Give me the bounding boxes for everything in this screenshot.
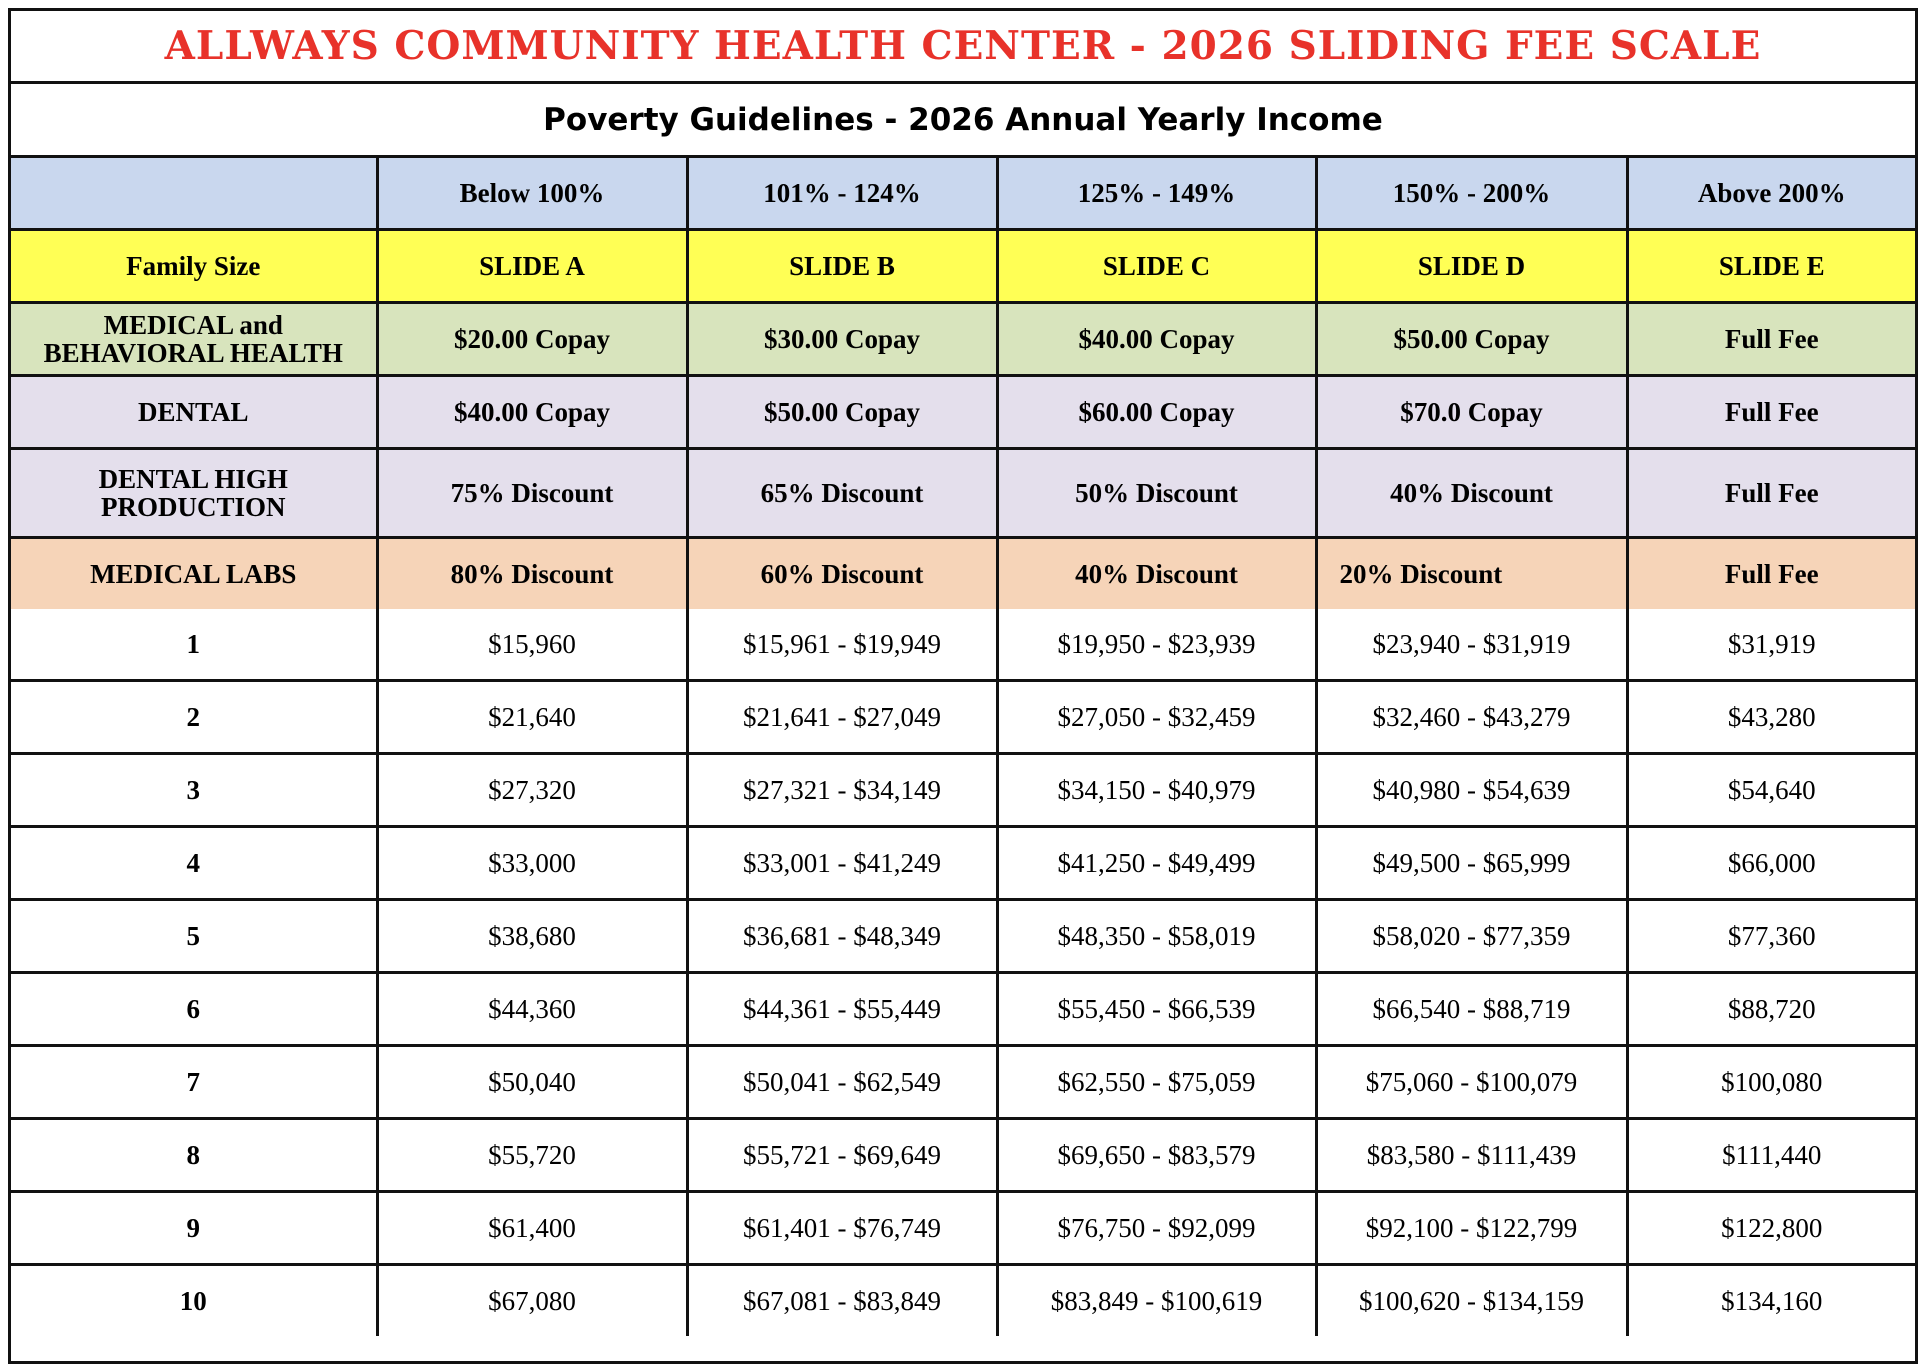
income-cell: $66,540 - $88,719 (1316, 973, 1627, 1046)
income-cell: $36,681 - $48,349 (687, 900, 997, 973)
page-subtitle: Poverty Guidelines - 2026 Annual Yearly Income (11, 84, 1915, 158)
service-cell: 40% Discount (1316, 449, 1627, 538)
range-header-d: 150% - 200% (1316, 158, 1627, 230)
income-cell: $122,800 (1627, 1192, 1915, 1265)
income-cell: $67,080 (377, 1265, 687, 1337)
income-cell: $38,680 (377, 900, 687, 973)
income-cell: $66,000 (1627, 827, 1915, 900)
corner-cell (11, 158, 377, 230)
service-cell: $40.00 Copay (997, 303, 1316, 376)
income-cell: $55,721 - $69,649 (687, 1119, 997, 1192)
income-cell: $48,350 - $58,019 (997, 900, 1316, 973)
income-cell: $33,001 - $41,249 (687, 827, 997, 900)
income-cell: $19,950 - $23,939 (997, 609, 1316, 681)
service-label (11, 449, 377, 538)
family-size-header: Family Size (11, 230, 377, 303)
income-cell: $41,250 - $49,499 (997, 827, 1316, 900)
income-cell: $111,440 (1627, 1119, 1915, 1192)
income-row (11, 1192, 1915, 1265)
service-cell: 40% Discount (997, 538, 1316, 610)
service-label-line: PRODUCTION (100, 492, 286, 522)
service-cell: $60.00 Copay (997, 376, 1316, 449)
family-size-cell: 5 (11, 900, 377, 973)
service-row-medical-labs (11, 538, 1915, 610)
service-cell: 80% Discount (377, 538, 687, 610)
income-cell: $15,960 (377, 609, 687, 681)
service-label-line: MEDICAL and (103, 309, 283, 340)
income-row (11, 681, 1915, 754)
service-cell: $50.00 Copay (687, 376, 997, 449)
income-cell: $83,849 - $100,619 (997, 1265, 1316, 1337)
family-size-cell: 7 (11, 1046, 377, 1119)
income-cell: $49,500 - $65,999 (1316, 827, 1627, 900)
range-header-a: Below 100% (377, 158, 687, 230)
family-size-cell: 10 (11, 1265, 377, 1337)
income-cell: $83,580 - $111,439 (1316, 1119, 1627, 1192)
range-header-c: 125% - 149% (997, 158, 1316, 230)
service-cell: $20.00 Copay (377, 303, 687, 376)
income-cell: $23,940 - $31,919 (1316, 609, 1627, 681)
family-size-cell: 8 (11, 1119, 377, 1192)
income-cell: $55,450 - $66,539 (997, 973, 1316, 1046)
income-cell: $54,640 (1627, 754, 1915, 827)
range-header-b: 101% - 124% (687, 158, 997, 230)
service-row-dental (11, 376, 1915, 449)
income-cell: $62,550 - $75,059 (997, 1046, 1316, 1119)
service-label-line: BEHAVIORAL HEALTH (43, 338, 343, 368)
income-cell: $55,720 (377, 1119, 687, 1192)
income-row (11, 609, 1915, 681)
income-cell: $76,750 - $92,099 (997, 1192, 1316, 1265)
income-cell: $43,280 (1627, 681, 1915, 754)
service-cell: Full Fee (1627, 449, 1915, 538)
income-cell: $67,081 - $83,849 (687, 1265, 997, 1337)
service-row-medical (11, 303, 1915, 376)
income-cell: $100,080 (1627, 1046, 1915, 1119)
income-rows (11, 609, 1915, 1336)
income-row (11, 754, 1915, 827)
service-cell: 20% Discount (1316, 538, 1627, 610)
slide-header-d: SLIDE D (1316, 230, 1627, 303)
income-cell: $134,160 (1627, 1265, 1915, 1337)
service-cell: 65% Discount (687, 449, 997, 538)
fee-scale-table (11, 158, 1915, 1336)
service-label (11, 303, 377, 376)
page-title: ALLWAYS COMMUNITY HEALTH CENTER - 2026 SLIDING FEE SCALE (11, 11, 1915, 84)
income-row (11, 1046, 1915, 1119)
income-cell: $58,020 - $77,359 (1316, 900, 1627, 973)
income-cell: $33,000 (377, 827, 687, 900)
income-cell: $21,641 - $27,049 (687, 681, 997, 754)
range-header-e: Above 200% (1627, 158, 1915, 230)
service-label: DENTAL (11, 376, 377, 449)
income-row (11, 900, 1915, 973)
service-cell: 75% Discount (377, 449, 687, 538)
income-row (11, 827, 1915, 900)
slide-header-a: SLIDE A (377, 230, 687, 303)
slide-header-b: SLIDE B (687, 230, 997, 303)
income-cell: $61,400 (377, 1192, 687, 1265)
service-label: MEDICAL LABS (11, 538, 377, 610)
slide-header-e: SLIDE E (1627, 230, 1915, 303)
service-cell: Full Fee (1627, 303, 1915, 376)
slide-header-c: SLIDE C (997, 230, 1316, 303)
service-cell: $50.00 Copay (1316, 303, 1627, 376)
income-cell: $27,320 (377, 754, 687, 827)
income-cell: $77,360 (1627, 900, 1915, 973)
income-cell: $88,720 (1627, 973, 1915, 1046)
income-cell: $61,401 - $76,749 (687, 1192, 997, 1265)
income-cell: $21,640 (377, 681, 687, 754)
service-cell: Full Fee (1627, 376, 1915, 449)
income-row (11, 1119, 1915, 1192)
income-cell: $92,100 - $122,799 (1316, 1192, 1627, 1265)
income-cell: $34,150 - $40,979 (997, 754, 1316, 827)
family-size-cell: 2 (11, 681, 377, 754)
income-cell: $44,361 - $55,449 (687, 973, 997, 1046)
slide-row (11, 230, 1915, 303)
income-row (11, 973, 1915, 1046)
service-cell: Full Fee (1627, 538, 1915, 610)
family-size-cell: 4 (11, 827, 377, 900)
income-cell: $75,060 - $100,079 (1316, 1046, 1627, 1119)
family-size-cell: 3 (11, 754, 377, 827)
service-cell: $30.00 Copay (687, 303, 997, 376)
income-cell: $27,321 - $34,149 (687, 754, 997, 827)
income-row (11, 1265, 1915, 1337)
service-cell: $70.0 Copay (1316, 376, 1627, 449)
fee-scale-sheet (8, 8, 1918, 1364)
income-cell: $32,460 - $43,279 (1316, 681, 1627, 754)
income-cell: $100,620 - $134,159 (1316, 1265, 1627, 1337)
service-label-line: DENTAL HIGH (98, 463, 288, 494)
income-cell: $40,980 - $54,639 (1316, 754, 1627, 827)
service-cell: 50% Discount (997, 449, 1316, 538)
income-cell: $50,041 - $62,549 (687, 1046, 997, 1119)
income-cell: $69,650 - $83,579 (997, 1119, 1316, 1192)
family-size-cell: 6 (11, 973, 377, 1046)
service-cell: 60% Discount (687, 538, 997, 610)
income-cell: $15,961 - $19,949 (687, 609, 997, 681)
income-cell: $44,360 (377, 973, 687, 1046)
income-cell: $50,040 (377, 1046, 687, 1119)
income-cell: $31,919 (1627, 609, 1915, 681)
poverty-range-row (11, 158, 1915, 230)
service-cell: $40.00 Copay (377, 376, 687, 449)
service-row-dental-high-production (11, 449, 1915, 538)
family-size-cell: 9 (11, 1192, 377, 1265)
income-cell: $27,050 - $32,459 (997, 681, 1316, 754)
family-size-cell: 1 (11, 609, 377, 681)
